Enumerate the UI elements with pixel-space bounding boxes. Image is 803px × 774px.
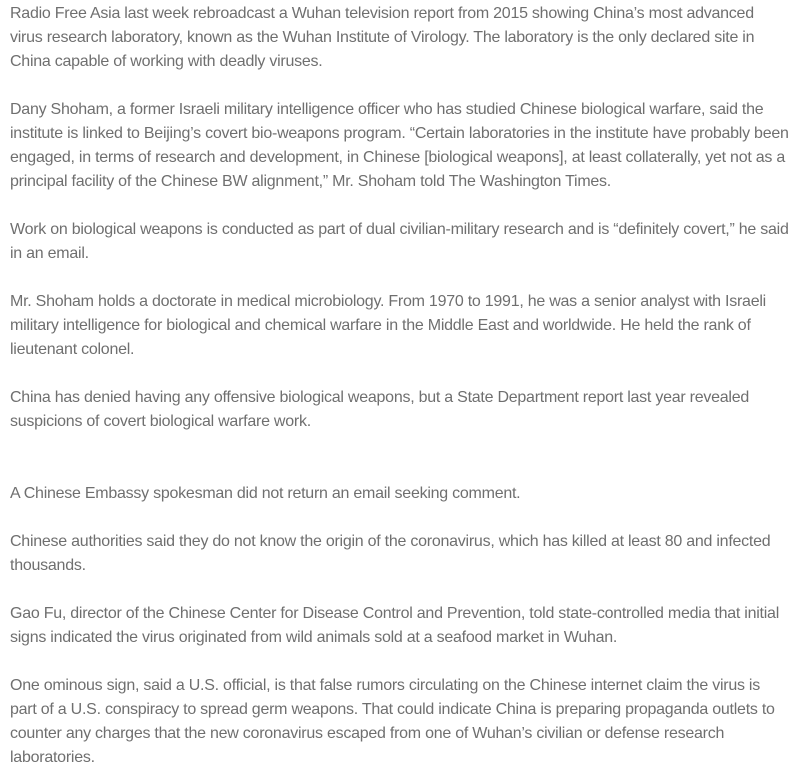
article-paragraph: Radio Free Asia last week rebroadcast a Wuhan television report from 2015 showing China’s most advanced virus research laboratory, known as the Wuhan Institute of Virology. The laboratory is the only declared site in China capable of working with deadly viruses. <box>10 5 755 70</box>
article-paragraph: A Chinese Embassy spokesman did not return an email seeking comment. <box>10 485 521 502</box>
article-paragraph: Chinese authorities said they do not know the origin of the coronavirus, which has killed at least 80 and infected thousands. <box>10 533 771 574</box>
article-paragraph: One ominous sign, said a U.S. official, is that false rumors circulating on the Chinese internet claim the virus is part of a U.S. conspiracy to spread germ weapons. That could indicate China is preparing propaganda outlets to counter any charges that the new coronavirus escaped from one of Wuhan’s civilian or defense research laboratories. <box>10 677 775 766</box>
article-paragraph: Dany Shoham, a former Israeli military intelligence officer who has studied Chinese biological warfare, said the institute is linked to Beijing’s covert bio-weapons program. “Certain laboratories in the institute have probably been engaged, in terms of research and development, in Chinese [biological weapons], at least collaterally, yet not as a principal facility of the Chinese BW alignment,” Mr. Shoham told The Washington Times. <box>10 101 789 190</box>
article-paragraph: Work on biological weapons is conducted as part of dual civilian-military research and is “definitely covert,” he said in an email. <box>10 221 789 262</box>
article-paragraph: Gao Fu, director of the Chinese Center for Disease Control and Prevention, told state-controlled media that initial signs indicated the virus originated from wild animals sold at a seafood market in Wuhan. <box>10 605 779 646</box>
article-paragraph: China has denied having any offensive biological weapons, but a State Department report last year revealed suspicions of covert biological warfare work. <box>10 389 750 430</box>
article-paragraph: Mr. Shoham holds a doctorate in medical microbiology. From 1970 to 1991, he was a senior analyst with Israeli military intelligence for biological and chemical warfare in the Middle East and worldwide. He held the rank of lieutenant colonel. <box>10 293 766 358</box>
